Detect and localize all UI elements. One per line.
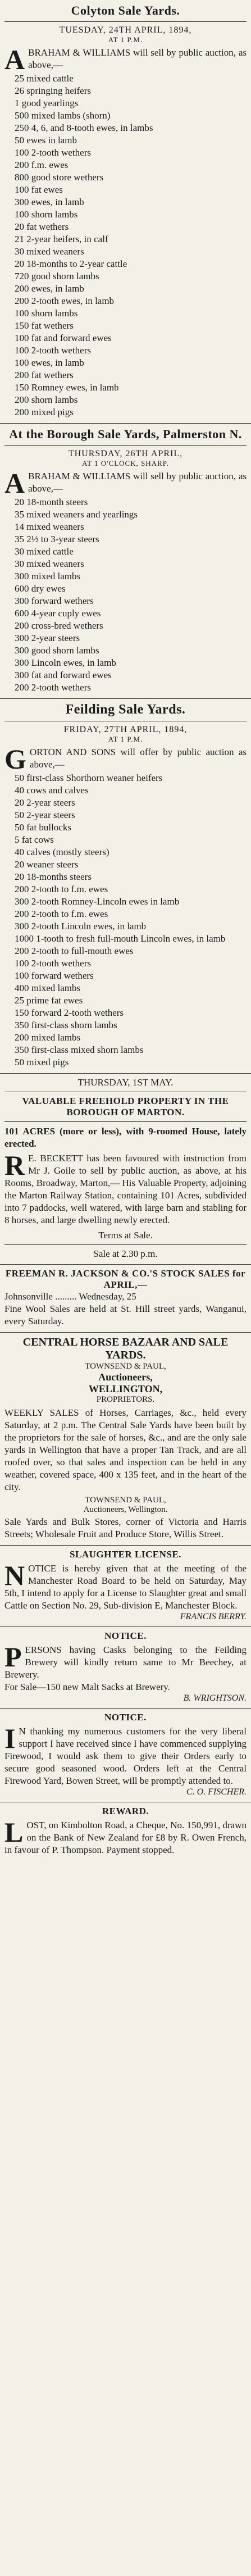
firewood-notice bbox=[0, 1709, 251, 1802]
freeman-stock-sales-ad bbox=[0, 1265, 251, 1333]
borough-dropcap: A bbox=[4, 467, 25, 499]
list-item: 100 shorn lambs bbox=[15, 209, 78, 220]
list-item: 200 cross-bred wethers bbox=[15, 620, 103, 631]
casks-title: NOTICE. bbox=[104, 1630, 147, 1641]
casks-line: For Sale—150 new Malt Sacks at Brewery. bbox=[4, 1682, 170, 1692]
reward-body: OST, on Kimbolton Road, a Cheque, No. 150,991, drawn on the Bank of New Zealand for £8 by R. Owen French, in favour of P. Thompson. Payment stopped. bbox=[4, 1820, 247, 1855]
list-item: 20 2-year steers bbox=[15, 797, 75, 808]
slaughter-title: SLAUGHTER LICENSE. bbox=[70, 1549, 181, 1560]
list-item: 100 2-tooth wethers bbox=[15, 147, 91, 158]
list-item: 200 shorn lambs bbox=[15, 394, 78, 405]
list-item: 300 fat and forward ewes bbox=[15, 670, 112, 680]
list-item: 14 mixed weaners bbox=[15, 521, 84, 532]
list-item: 100 shorn lambs bbox=[15, 308, 78, 319]
feilding-sale-ad bbox=[0, 699, 251, 1074]
colyton-intro: BRAHAM & WILLIAMS will sell by public auction, as above,— bbox=[28, 47, 247, 70]
list-item: 50 2-year steers bbox=[15, 810, 75, 820]
list-item: 50 fat bullocks bbox=[15, 822, 72, 833]
marton-date: THURSDAY, 1ST MAY. bbox=[77, 1077, 174, 1088]
list-item: 20 weaner steers bbox=[15, 859, 79, 870]
casks-body: ERSONS having Casks belonging to the Feilding Brewery will kindly return same to Mr Beechey, at Brewery. bbox=[4, 1644, 247, 1680]
casks-signature: B. WRIGHTSON. bbox=[183, 1693, 247, 1703]
list-item: 20 18-months to 2-year cattle bbox=[15, 258, 127, 269]
list-item: 200 mixed lambs bbox=[15, 1032, 81, 1043]
colyton-dropcap: A bbox=[4, 44, 25, 75]
list-item: 40 calves (mostly steers) bbox=[15, 847, 109, 857]
slaughter-signature: FRANCIS BERRY. bbox=[180, 1612, 247, 1621]
freeman-date-0: Johnsonville ......... Wednesday, 25 bbox=[4, 1291, 136, 1302]
list-item: 400 mixed lambs bbox=[15, 983, 81, 993]
list-item: 50 first-class Shorthorn weaner heifers bbox=[15, 773, 163, 783]
brewery-casks-notice bbox=[0, 1627, 251, 1709]
borough-time: AT 1 O'CLOCK, SHARP. bbox=[82, 459, 169, 467]
list-item: 800 good store wethers bbox=[15, 172, 104, 183]
freeman-title: FREEMAN R. JACKSON & CO.'S STOCK SALES for APRIL,— bbox=[5, 1268, 246, 1290]
marton-property-ad bbox=[0, 1074, 251, 1265]
list-item: 100 fat ewes bbox=[15, 184, 63, 195]
list-item: 100 fat and forward ewes bbox=[15, 333, 112, 343]
list-item: 20 18-months steers bbox=[15, 871, 92, 882]
list-item: 250 4, 6, and 8-tooth ewes, in lambs bbox=[15, 122, 153, 133]
list-item: 200 mixed pigs bbox=[15, 407, 74, 417]
list-item: 100 2-tooth wethers bbox=[15, 958, 91, 969]
list-item: 21 2-year heifers, in calf bbox=[15, 234, 108, 244]
list-item: 1000 1-tooth to fresh full-mouth Lincoln ewes, in lamb bbox=[15, 933, 226, 944]
feilding-heading: Feilding Sale Yards. bbox=[65, 702, 186, 717]
list-item: 20 18-month steers bbox=[15, 497, 88, 507]
townsend-bazaar-ad bbox=[0, 1333, 251, 1546]
marton-title: VALUABLE FREEHOLD PROPERTY IN THE BOROUGH OF MARTON. bbox=[22, 1096, 229, 1117]
list-item: 300 2-tooth Lincoln ewes, in lamb bbox=[15, 921, 147, 932]
list-item: 720 good shorn lambs bbox=[15, 271, 99, 281]
list-item: 200 2-tooth ewes, in lamb bbox=[15, 296, 115, 306]
list-item: 20 fat wethers bbox=[15, 221, 69, 232]
slaughter-body: OTICE is hereby given that at the meeting of the Manchester Road Board to be held on Saturday, May 5th, I intend to apply for a License to Slaughter great and small Cattle on Section No. 29, Sub-division E, Manchester Block. bbox=[4, 1563, 247, 1611]
feilding-time: AT 1 P.M. bbox=[108, 735, 143, 743]
reward-title: REWARD. bbox=[102, 1806, 149, 1816]
townsend-footer: Sale Yards and Bulk Stores, corner of Victoria and Harris Streets; Wholesale Fruit and Produce Store, Willis Street. bbox=[4, 1516, 247, 1539]
townsend-firm: TOWNSEND & PAUL, bbox=[85, 1362, 166, 1371]
slaughter-license-ad bbox=[0, 1546, 251, 1627]
borough-list bbox=[4, 496, 247, 694]
list-item: 200 ewes, in lamb bbox=[15, 283, 84, 294]
townsend-proprietors: PROPRIETORS. bbox=[96, 1395, 155, 1404]
list-item: 150 Romney ewes, in lamb bbox=[15, 382, 119, 393]
borough-intro: BRAHAM & WILLIAMS will sell by public auction, as above,— bbox=[28, 471, 247, 494]
list-item: 300 ewes, in lamb bbox=[15, 197, 84, 207]
townsend-sig1: TOWNSEND & PAUL, bbox=[85, 1496, 166, 1505]
list-item: 100 forward wethers bbox=[15, 970, 94, 981]
firewood-dropcap: I bbox=[4, 1723, 16, 1754]
list-item: 150 forward 2-tooth wethers bbox=[15, 1007, 124, 1018]
townsend-sig2: Auctioneers, Wellington. bbox=[83, 1505, 168, 1514]
list-item: 30 mixed weaners bbox=[15, 246, 84, 257]
townsend-title: CENTRAL HORSE BAZAAR AND SALE YARDS. bbox=[22, 1336, 229, 1361]
colyton-list bbox=[4, 72, 247, 419]
list-item: 100 ewes, in lamb bbox=[15, 357, 84, 368]
list-item: 30 mixed cattle bbox=[15, 546, 74, 557]
list-item: 150 fat wethers bbox=[15, 320, 74, 331]
list-item: 500 mixed lambs (shorn) bbox=[15, 110, 111, 121]
marton-subtitle: 101 ACRES (more or less), with 9-roomed House, lately erected. bbox=[4, 1126, 247, 1149]
colyton-date: TUESDAY, 24TH APRIL, 1894, bbox=[59, 25, 192, 35]
townsend-city: WELLINGTON, bbox=[88, 1383, 163, 1394]
colyton-heading: Colyton Sale Yards. bbox=[71, 3, 180, 17]
list-item: 25 mixed cattle bbox=[15, 73, 74, 84]
list-item: 35 2½ to 3-year steers bbox=[15, 534, 99, 544]
list-item: 200 2-tooth wethers bbox=[15, 682, 91, 693]
list-item: 350 first-class mixed shorn lambs bbox=[15, 1044, 144, 1055]
feilding-dropcap: G bbox=[4, 743, 26, 775]
firewood-signature: C. O. FISCHER. bbox=[186, 1787, 247, 1797]
colyton-sale-ad bbox=[0, 0, 251, 424]
list-item: 50 mixed pigs bbox=[15, 1057, 69, 1067]
slaughter-dropcap: N bbox=[4, 1560, 25, 1591]
freeman-date-1: Fine Wool Sales are held at St. Hill street yards, Wanganui, every Saturday. bbox=[4, 1303, 247, 1326]
feilding-date: FRIDAY, 27TH APRIL, 1894, bbox=[63, 725, 188, 734]
marton-sale-time: Sale at 2.30 p.m. bbox=[93, 1248, 158, 1259]
list-item: 300 mixed lambs bbox=[15, 571, 81, 581]
list-item: 200 fat wethers bbox=[15, 370, 74, 380]
list-item: 200 f.m. ewes bbox=[15, 160, 69, 170]
firewood-body: N thanking my numerous customers for the very liberal support I have received since I have commenced supplying Firewood, I would ask them to give their Orders early to secure good seasoned wood. Orders left at the Central Firewood Yard, Bowen Street, will be promptly attended to. bbox=[4, 1726, 247, 1786]
list-item: 40 cows and calves bbox=[15, 785, 89, 796]
list-item: 200 2-tooth to f.m. ewes bbox=[15, 908, 108, 919]
borough-sale-ad bbox=[0, 424, 251, 699]
borough-date: THURSDAY, 26TH APRIL, bbox=[68, 449, 183, 458]
list-item: 35 mixed weaners and yearlings bbox=[15, 509, 138, 520]
list-item: 26 springing heifers bbox=[15, 85, 91, 96]
list-item: 300 good shorn lambs bbox=[15, 645, 99, 656]
list-item: 600 dry ewes bbox=[15, 583, 66, 594]
list-item: 300 2-year steers bbox=[15, 633, 80, 643]
marton-terms: Terms at Sale. bbox=[98, 1230, 153, 1241]
townsend-body: WEEKLY SALES of Horses, Carriages, &c., held every Saturday, at 2 p.m. The Central Sale Yards have been built by the proprietors for the sale of horses, &c., and are the only sale yards in Wellington that have a proper Tan Track, and are all roofed over, so that sales and inspection can be held in any weather, covered space, 400 x 135 feet, and in the heart of the city. bbox=[4, 1407, 247, 1492]
list-item: 200 2-tooth to full-mouth ewes bbox=[15, 946, 134, 956]
list-item: 5 fat cows bbox=[15, 834, 54, 845]
list-item: 600 4-year cuply ewes bbox=[15, 608, 101, 619]
list-item: 300 Lincoln ewes, in lamb bbox=[15, 657, 116, 668]
colyton-time: AT 1 P.M. bbox=[108, 35, 143, 44]
list-item: 30 mixed weaners bbox=[15, 558, 84, 569]
casks-dropcap: P bbox=[4, 1641, 22, 1673]
reward-dropcap: L bbox=[4, 1816, 24, 1848]
borough-heading: At the Borough Sale Yards, Palmerston N. bbox=[9, 427, 242, 441]
marton-body: E. BECKETT has been favoured with instruction from Mr J. Goile to sell by public auction, as above, at his Rooms, Broadway, Marton,— His Valuable Property, adjoining the Marton Railway Station, containing 101 Acres, subdivided into 7 paddocks, well watered, with large barn and stabling for 8 horses, and large dwelling newly erected. bbox=[4, 1153, 247, 1225]
list-item: 350 first-class shorn lambs bbox=[15, 1020, 117, 1030]
list-item: 100 2-tooth wethers bbox=[15, 345, 91, 356]
list-item: 200 2-tooth to f.m. ewes bbox=[15, 884, 108, 894]
list-item: 300 forward wethers bbox=[15, 596, 94, 606]
list-item: 1 good yearlings bbox=[15, 98, 79, 108]
feilding-intro: ORTON AND SONS will offer by public auction as above,— bbox=[29, 747, 247, 770]
reward-notice bbox=[0, 1802, 251, 1861]
firewood-title: NOTICE. bbox=[104, 1712, 147, 1723]
marton-dropcap: R bbox=[4, 1150, 25, 1181]
townsend-role: Auctioneers, bbox=[98, 1371, 153, 1383]
list-item: 25 prime fat ewes bbox=[15, 995, 83, 1006]
feilding-list bbox=[4, 772, 247, 1069]
list-item: 50 ewes in lamb bbox=[15, 135, 77, 146]
list-item: 300 2-tooth Romney-Lincoln ewes in lamb bbox=[15, 896, 180, 907]
